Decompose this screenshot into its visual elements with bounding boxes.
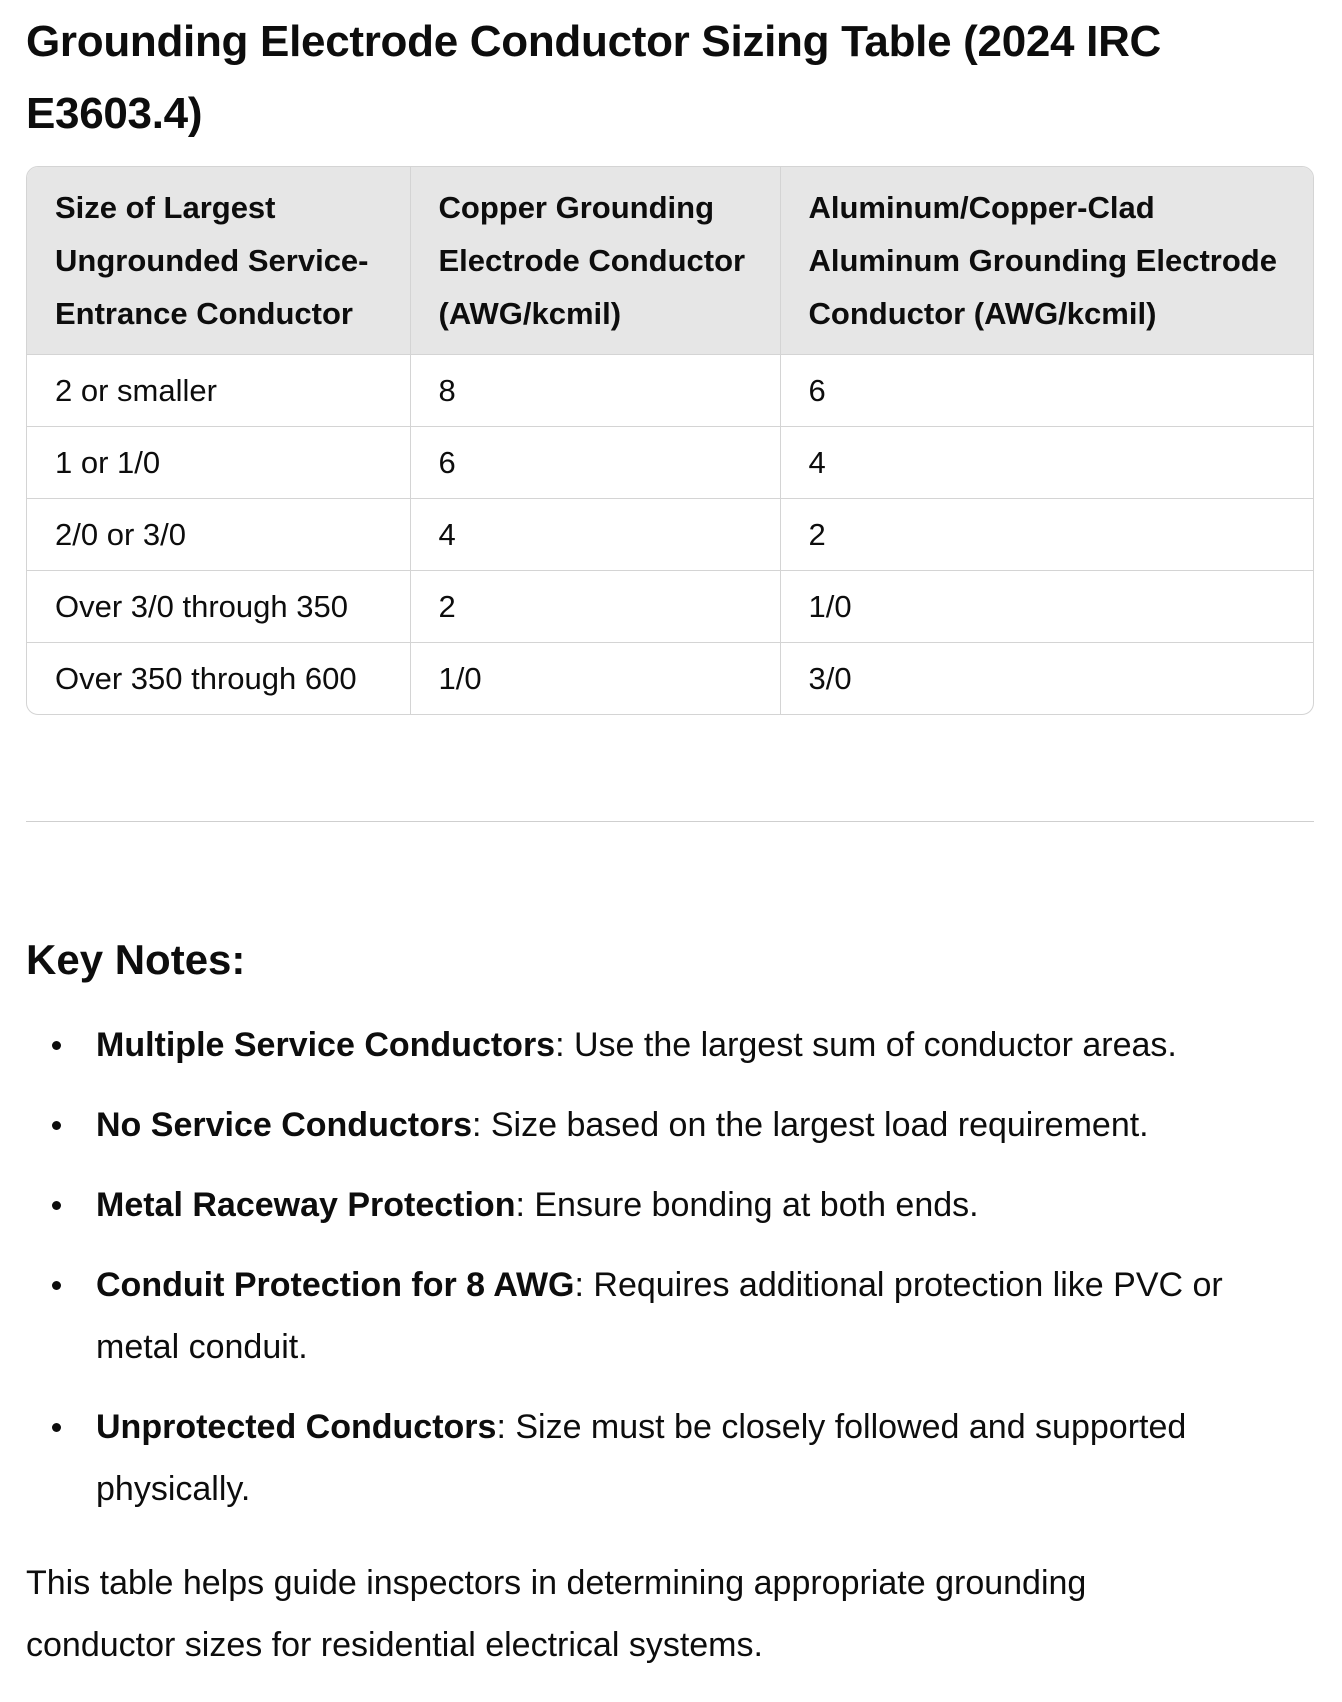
table-cell: 2 xyxy=(410,571,780,643)
bullet-icon xyxy=(52,1423,61,1432)
notes-list xyxy=(26,1014,1314,1520)
note-term: Multiple Service Conductors xyxy=(96,1026,556,1064)
table-cell: 2 or smaller xyxy=(27,355,410,427)
bullet-icon xyxy=(52,1281,61,1290)
document xyxy=(26,0,1314,1676)
list-item xyxy=(26,1094,1314,1156)
table-cell: 1/0 xyxy=(780,571,1313,643)
table-cell: 2/0 or 3/0 xyxy=(27,499,410,571)
note-text: : Requires additional protection like PVC or metal conduit. xyxy=(96,1266,1223,1366)
table-row xyxy=(27,427,1313,499)
note-text: : Size must be closely followed and supported physically. xyxy=(96,1408,1187,1508)
table-cell: 3/0 xyxy=(808,661,852,696)
table-row xyxy=(27,643,1313,715)
table-row xyxy=(27,355,1313,427)
page-title: Grounding Electrode Conductor Sizing Table (2024 IRC E3603.4) xyxy=(26,17,1162,138)
list-item xyxy=(26,1254,1314,1378)
notes-heading: Key Notes: xyxy=(26,936,246,983)
table-cell: 6 xyxy=(410,427,780,499)
note-text: : Use the largest sum of conductor areas. xyxy=(555,1026,1177,1064)
note-text: : Size based on the largest load requirement. xyxy=(471,1106,1149,1144)
table-cell: Over 3/0 through 350 xyxy=(27,571,410,643)
table-cell: 2 xyxy=(780,499,1313,571)
table-cell: 1 or 1/0 xyxy=(27,427,410,499)
list-item xyxy=(26,1014,1314,1076)
bullet-icon xyxy=(52,1121,61,1130)
table-cell: 1/0 xyxy=(410,643,780,715)
note-term: No Service Conductors xyxy=(96,1106,472,1144)
bullet-icon xyxy=(52,1201,61,1210)
section-divider xyxy=(26,821,1314,822)
table-cell: 4 xyxy=(780,427,1313,499)
column-header-copper: Copper Grounding Electrode Conductor (AWG/kcmil) xyxy=(410,167,780,355)
note-term: Unprotected Conductors xyxy=(96,1408,497,1446)
table-header-row xyxy=(27,167,1313,355)
list-item xyxy=(26,1174,1314,1236)
table-cell: 8 xyxy=(410,355,780,427)
column-header-service-conductor: Size of Largest Ungrounded Service-Entrance Conductor xyxy=(27,167,410,355)
list-item xyxy=(26,1396,1314,1520)
sizing-table-container xyxy=(26,166,1314,715)
sizing-table xyxy=(27,167,1313,714)
note-term: Conduit Protection for 8 AWG xyxy=(96,1266,575,1304)
note-text: : Ensure bonding at both ends. xyxy=(515,1186,979,1224)
table-cell: 4 xyxy=(410,499,780,571)
note-term: Metal Raceway Protection xyxy=(96,1186,516,1224)
summary-paragraph: This table helps guide inspectors in determining appropriate grounding conductor sizes for residential electrical systems. xyxy=(26,1564,1087,1664)
table-row xyxy=(27,499,1313,571)
column-header-aluminum: Aluminum/Copper-Clad Aluminum Grounding Electrode Conductor (AWG/kcmil) xyxy=(780,167,1313,355)
bullet-icon xyxy=(52,1041,61,1050)
table-row xyxy=(27,571,1313,643)
table-cell: 6 xyxy=(780,355,1313,427)
table-cell: Over 350 through 600 xyxy=(27,643,410,715)
